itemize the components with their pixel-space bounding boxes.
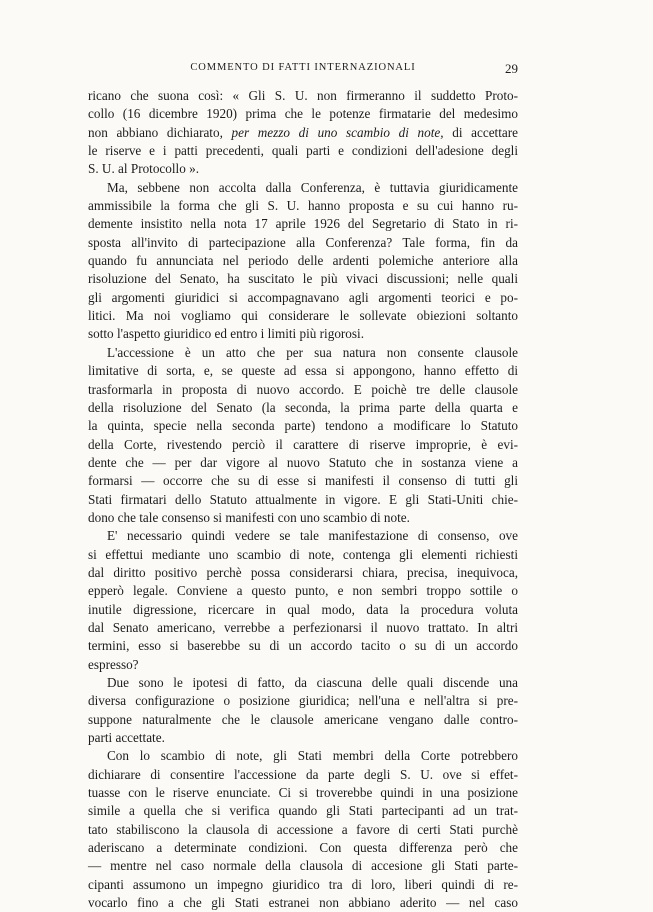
text-line: sposta all'invito di partecipazione alla Conferenza? Tale forma, fin da	[88, 234, 518, 250]
text-line: tato stabiliscono la clausola di accessione a favore di certi Stati purchè	[88, 821, 518, 837]
text-line: suppone naturalmente che le clausole americane vengano dalle contro-	[88, 711, 518, 727]
text-line: simile a quella che si verifica quando gli Stati partecipanti ad un trat-	[88, 803, 518, 819]
text-line: aderiscano a determinate condizioni. Con questa differenza però che	[88, 840, 518, 856]
text-line: L'accessione è un atto che per sua natura non consente clausole	[107, 344, 518, 360]
text-line: espresso?	[88, 656, 139, 672]
text-line: ricano che suona così: « Gli S. U. non firmeranno il suddetto Proto-	[88, 88, 518, 103]
text-line: vocarlo fino a che gli Stati estranei non abbiano aderito — nel caso	[88, 895, 518, 911]
text-line: — mentre nel caso normale della clausola di accesione gli Stati parte-	[88, 858, 518, 874]
text-line: dono che tale consenso si manifesti con uno scambio di note.	[88, 509, 410, 525]
text-line: parti accettate.	[88, 730, 165, 746]
paragraph	[88, 674, 518, 747]
text-line: collo (16 dicembre 1920) prima che le potenze firmatarie del medesimo	[88, 106, 518, 122]
paragraph	[88, 527, 518, 674]
text-line: demente insistito nella nota 17 aprile 1926 del Segretario di Stato in ri-	[88, 216, 518, 232]
text-line: dal Senato americano, verrebbe a perfezionarsi il nuovo trattato. In altri	[88, 619, 518, 635]
text-line: formarsi — occorre che su di esse si manifesti il consenso di tutti gli	[88, 473, 518, 489]
header-title: COMMENTO DI FATTI INTERNAZIONALI	[190, 62, 416, 73]
text-line: gli argomenti giuridici si accompagnavano agli argomenti teorici e po-	[88, 289, 518, 305]
text-line: E' necessario quindi vedere se tale manifestazione di consenso, ove	[107, 528, 518, 544]
text-line: ammissibile la forma che gli S. U. hanno proposta e su cui hanno ru-	[88, 198, 518, 214]
paragraph	[88, 747, 518, 912]
text-line: epperò legale. Conviene a questo punto, e non sembri troppo sottile o	[88, 583, 518, 599]
paragraph	[88, 344, 518, 527]
text-line: cipanti assumono un impegno giuridico tra di loro, liberi quindi di re-	[88, 876, 518, 892]
text-line: inutile digressione, ricercare in qual modo, data la procedura voluta	[88, 601, 518, 617]
text-line: Ma, sebbene non accolta dalla Conferenza, è tuttavia giuridicamente	[107, 179, 518, 195]
text-line: si effettui mediante uno scambio di note, contenga gli elementi richiesti	[88, 546, 518, 562]
text-line: sotto l'aspetto giuridico ed entro i limiti più rigorosi.	[88, 326, 364, 342]
text-line: le riserve e i patti precedenti, quali parti e condizioni dell'adesione degli	[88, 143, 518, 159]
text-line: litici. Ma noi vogliamo qui considerare le sollevate obiezioni soltanto	[88, 308, 518, 324]
text-line: Con lo scambio di note, gli Stati membri della Corte potrebbero	[107, 748, 518, 764]
page-number: 29	[505, 61, 518, 76]
text-line: dal diritto positivo perchè possa considerarsi chiara, precisa, inequivoca,	[88, 564, 518, 580]
text-line: della risoluzione del Senato (la seconda, la prima parte della quarta e	[88, 399, 518, 415]
text-line: limitative di sorta, e, se queste ad essa si appongono, hanno effetto di	[88, 363, 518, 379]
running-header	[88, 62, 518, 78]
text-line: Due sono le ipotesi di fatto, da ciascuna delle quali discende una	[107, 675, 518, 690]
text-line: diversa configurazione o posizione giuridica; nell'una e nell'altra si pre-	[88, 693, 518, 709]
paragraph	[88, 179, 518, 344]
text-line: quando fu annunciata nel periodo delle ardenti polemiche anteriore alla	[88, 253, 518, 269]
text-line: termini, esso si baserebbe su di un accordo tacito o su di un accordo	[88, 638, 518, 654]
text-line: tuasse con le riserve enunciate. Ci si troverebbe quindi in una posizione	[88, 785, 518, 801]
text-line: dichiarare di consentire l'accessione da parte degli S. U. ove si effet-	[88, 766, 518, 782]
text-line: S. U. al Protocollo ».	[88, 161, 199, 177]
italic-phrase: per mezzo di uno scambio di note,	[231, 124, 444, 140]
body-text	[88, 87, 518, 912]
text-line: Stati firmatari dello Statuto attualmente in vigore. E gli Stati-Uniti chie-	[88, 491, 518, 507]
paragraph	[88, 87, 518, 179]
text-line: risoluzione del Senato, ha suscitato le più vivaci discussioni; nelle quali	[88, 271, 518, 287]
text-line: trasformarla in proposta di nuovo accordo. E poichè tre delle clausole	[88, 381, 518, 397]
text-line: non abbiano dichiarato, per mezzo di uno scambio di note, di accettare	[88, 124, 518, 140]
document-page	[88, 0, 518, 911]
text-line: della Corte, rivestendo perciò il carattere di riserve improprie, è evi-	[88, 436, 518, 452]
text-line: la quinta, specie nella seconda parte) tendono a modificare lo Statuto	[88, 418, 518, 434]
text-line: dente che — per dar vigore al nuovo Statuto che in sostanza viene a	[88, 454, 518, 470]
